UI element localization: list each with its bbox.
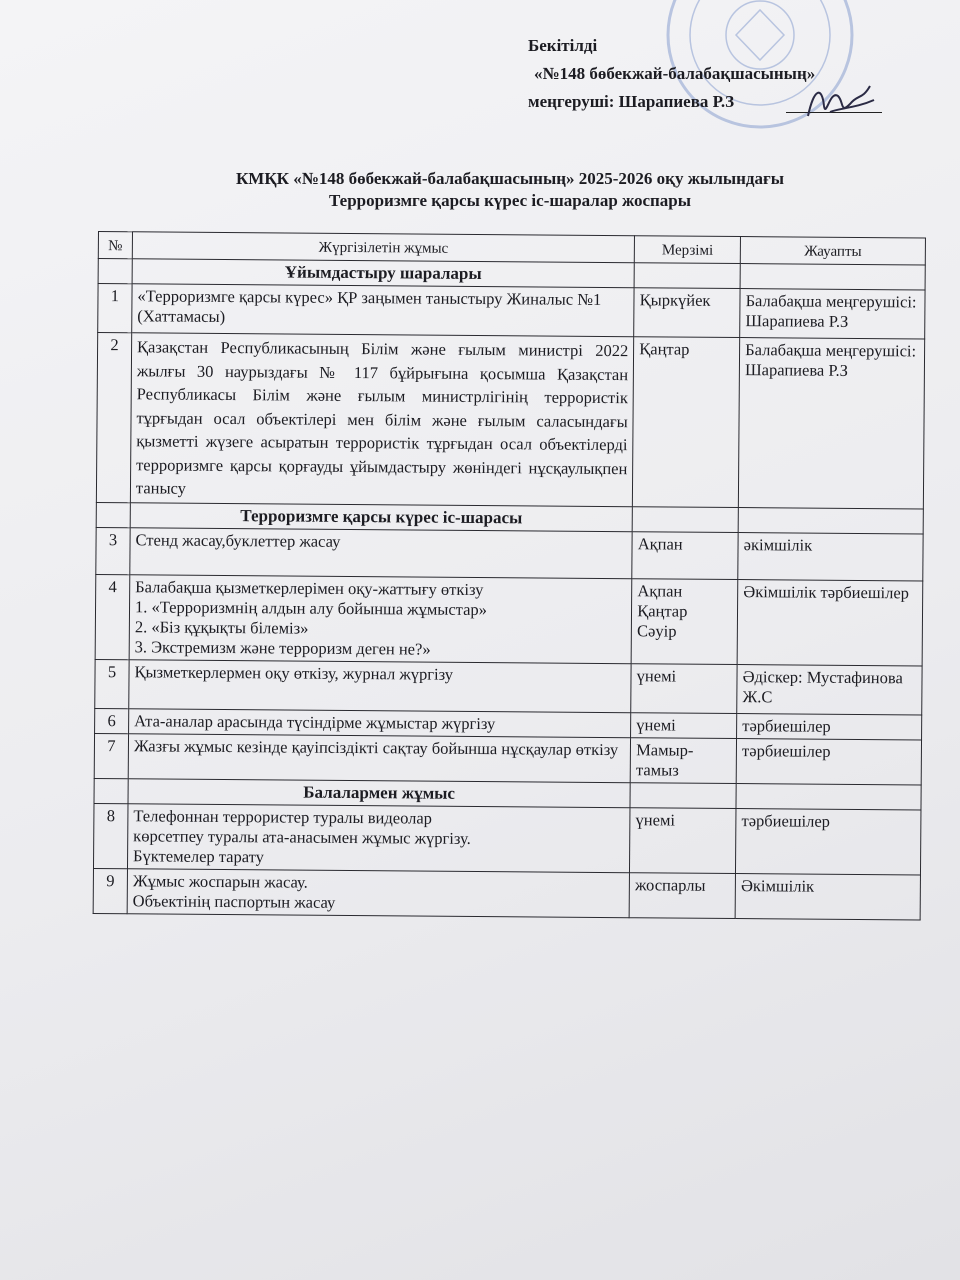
row-num: 3: [96, 527, 130, 574]
row-term-line: Сәуір: [637, 620, 677, 641]
approval-org: «№148 бөбекжай-балабақшасының»: [534, 64, 816, 83]
row-work-line: көрсетпеу туралы ата-анасымен жұмыс жүргізу.: [133, 825, 471, 848]
row-num: 6: [95, 708, 129, 733]
title-line-1: КМҚК «№148 бөбекжай-балабақшасының» 2025-2026 оқу жылындағы: [235, 169, 785, 188]
row-work-item: 1. «Терроризмнің алдын алу бойынша жұмыстар»: [134, 596, 488, 619]
row-term: Мамыр-тамыз: [630, 737, 736, 783]
row-num: 1: [98, 284, 132, 333]
row-responsible: тәрбиешілер: [736, 808, 921, 874]
table-row: [96, 527, 923, 580]
plan-table: [93, 231, 926, 920]
row-responsible: Әдіскер: Мустафинова Ж.С: [737, 664, 922, 714]
header-num: №: [98, 232, 132, 259]
table-row: [95, 574, 923, 665]
row-work-intro: Балабақша қызметкерлерімен оқу-жаттығу өткізу: [135, 576, 484, 599]
header-term: Мерзімі: [634, 236, 740, 264]
table-row: [98, 284, 925, 339]
table-row: [95, 659, 922, 714]
row-responsible: Балабақша меңгерушісі: Шарапиева Р.З: [738, 338, 924, 509]
row-num: 8: [93, 803, 127, 868]
row-responsible: Әкімшілік: [735, 873, 920, 919]
row-work: Қазақстан Республикасының Білім және ғылым министрі 2022 жылғы 30 наурыздағы № 117 бұйрығына қосымша Қазақстан Республикасы Білім және ғылым министрлігінің террористік тұрғыдан осал объектілері мен білім және ғылым саласындағы қызметті жүзеге асыратын террористік тұрғыдан осал объектілерді терроризмге қарсы қорғауды ұйымдастыру жөніндегі нұсқаулықпен танысу: [130, 333, 634, 506]
row-num: 2: [96, 333, 131, 503]
row-term: жоспарлы: [629, 872, 735, 918]
row-responsible: Әкімшілік тәрбиешілер: [737, 579, 923, 665]
row-term-line: Ақпан: [637, 580, 683, 601]
row-term: үнемі: [631, 712, 737, 738]
title-line-2: Терроризмге қарсы күрес іс-шаралар жоспары: [328, 191, 692, 210]
section-title: Терроризмге қарсы күрес іс-шарасы: [130, 502, 632, 531]
section-title: Балалармен жұмыс: [128, 778, 630, 807]
row-term: үнемі: [630, 807, 736, 873]
table-row: [93, 868, 920, 919]
row-work: Жазғы жұмыс кезінде қауіпсіздікті сақтау бойынша нұсқаулар өткізу: [128, 733, 631, 782]
row-term: үнемі: [631, 663, 737, 713]
row-responsible: тәрбиешілер: [736, 738, 921, 784]
table-row: [94, 733, 921, 784]
approval-head: меңгеруші: Шарапиева Р.З: [528, 92, 735, 111]
row-work-item: 3. Экстремизм және терроризм деген не?»: [134, 636, 431, 659]
row-work: [127, 803, 630, 872]
row-term: Қаңтар: [633, 337, 740, 507]
table-row: [96, 333, 924, 509]
row-term: [631, 578, 738, 664]
document-title: [140, 168, 880, 212]
row-work-line: Бүктемелер тарату: [132, 845, 265, 866]
row-work: «Терроризмге қарсы күрес» ҚР заңымен таныстыру Жиналыс №1 (Хаттамасы): [132, 284, 635, 337]
row-work-line: Жұмыс жоспарын жасау.: [132, 870, 308, 892]
row-num: 4: [95, 574, 130, 659]
row-term: Ақпан: [632, 531, 738, 579]
row-work: Стенд жасау,буклеттер жасау: [130, 527, 633, 578]
row-work: Ата-аналар арасында түсіндірме жұмыстар жүргізу: [129, 708, 631, 737]
header-work: Жүргізілетін жұмыс: [132, 232, 634, 263]
row-num: 7: [94, 733, 128, 778]
row-responsible: тәрбиешілер: [737, 713, 922, 739]
row-term: Қыркүйек: [634, 288, 740, 338]
table-row: [93, 803, 920, 874]
approval-label: Бекітілді: [528, 36, 598, 55]
row-work: [127, 868, 630, 917]
row-work-item: 2. «Біз құқықты білеміз»: [134, 616, 309, 638]
row-num: 9: [93, 868, 127, 913]
row-num: 5: [95, 659, 129, 708]
handwritten-signature: [800, 78, 880, 128]
header-responsible: Жауапты: [740, 237, 925, 265]
row-work: [129, 574, 632, 663]
row-term-line: Қаңтар: [637, 600, 688, 621]
row-work-line: Телефоннан террористер туралы видеолар: [133, 805, 433, 828]
section-title: Ұйымдастыру шаралары: [132, 259, 634, 288]
row-work: Қызметкерлермен оқу өткізу, журнал жүргізу: [129, 659, 632, 712]
row-work-line: Объектінің паспортын жасау: [132, 890, 336, 912]
row-responsible: Балабақша меңгерушісі: Шарапиева Р.З: [740, 289, 925, 339]
row-responsible: әкімшілік: [738, 532, 923, 580]
